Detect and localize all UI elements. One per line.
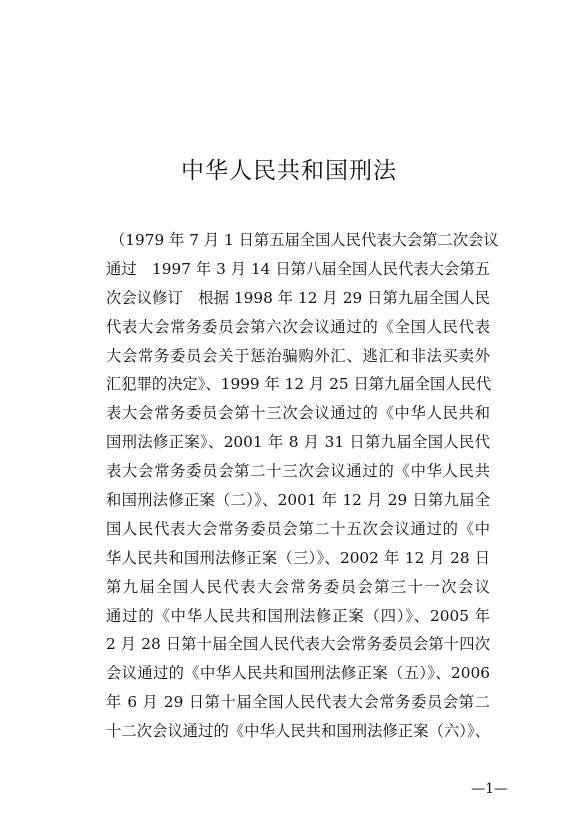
- text-line: 第九届全国人民代表大会常务委员会第三十一次会议: [106, 577, 490, 596]
- text-line: 通过 1997 年 3 月 14 日第八届全国人民代表大会第五: [106, 259, 490, 278]
- page-number: —1—: [471, 781, 508, 797]
- text-line: 十二次会议通过的《中华人民共和国刑法修正案（六）》、: [106, 722, 490, 741]
- text-line: 表大会常务委员会第二十三次会议通过的《中华人民共: [106, 462, 490, 481]
- document-body: [106, 226, 499, 746]
- text-line: 年 6 月 29 日第十届全国人民代表大会常务委员会第二: [106, 693, 490, 712]
- text-line: 2 月 28 日第十届全国人民代表大会常务委员会第十四次: [106, 635, 490, 654]
- document-title: 中华人民共和国刑法: [181, 158, 397, 184]
- text-line: 通过的《中华人民共和国刑法修正案（四）》、2005 年: [106, 606, 490, 625]
- text-line: 会议通过的《中华人民共和国刑法修正案（五）》、2006: [106, 664, 490, 683]
- text-line: 代表大会常务委员会第六次会议通过的《全国人民代表: [106, 317, 490, 336]
- text-line: 次会议修订 根据 1998 年 12 月 29 日第九届全国人民: [106, 288, 490, 307]
- text-line: 和国刑法修正案（二）》、2001 年 12 月 29 日第九届全: [106, 491, 490, 510]
- text-line: 国人民代表大会常务委员会第二十五次会议通过的《中: [106, 519, 490, 538]
- text-line: 大会常务委员会关于惩治骗购外汇、逃汇和非法买卖外: [106, 346, 490, 365]
- text-line: 汇犯罪的决定》、1999 年 12 月 25 日第九届全国人民代: [106, 375, 492, 394]
- text-line: （1979 年 7 月 1 日第五届全国人民代表大会第二次会议: [110, 231, 499, 249]
- text-line: 国刑法修正案》、2001 年 8 月 31 日第九届全国人民代: [106, 433, 490, 452]
- text-line: 表大会常务委员会第十三次会议通过的《中华人民共和: [106, 404, 490, 423]
- text-line: 华人民共和国刑法修正案（三）》、2002 年 12 月 28 日: [106, 548, 490, 567]
